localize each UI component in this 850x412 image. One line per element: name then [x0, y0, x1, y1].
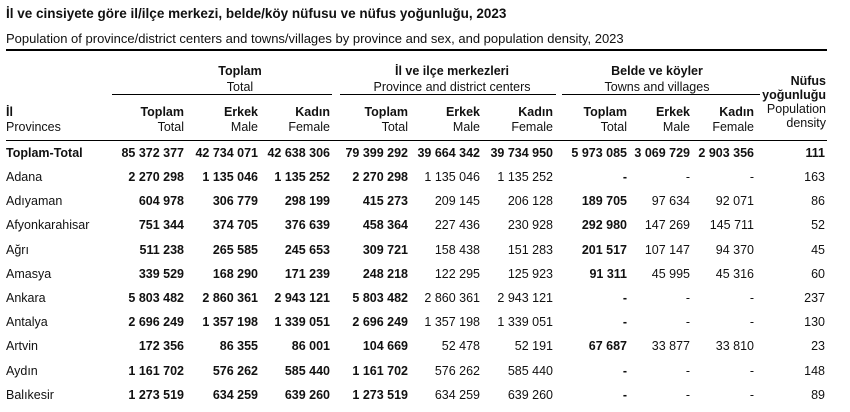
- col-label-en: Female: [511, 120, 553, 134]
- column-header-villages-female: [674, 105, 754, 135]
- col-label-en: Male: [662, 120, 690, 134]
- cell-centers-male: 158 438: [434, 242, 480, 257]
- col-label-en: Total: [157, 120, 184, 134]
- row-name-en: Total: [53, 146, 83, 160]
- cell-villages-total: -: [622, 387, 627, 402]
- density-en-1: Population: [766, 102, 826, 116]
- cell-centers-male: 1 357 198: [424, 315, 480, 330]
- cell-centers-male: 209 145: [434, 194, 480, 209]
- cell-centers-female: 206 128: [507, 194, 553, 209]
- column-header-total-male: [178, 105, 258, 135]
- table-row: [0, 194, 850, 218]
- column-header-density: [762, 74, 826, 130]
- cell-total-total: 511 238: [139, 242, 184, 257]
- cell-total-total: 2 696 249: [128, 315, 184, 330]
- cell-villages-total: -: [622, 363, 627, 378]
- col-label-tr: Erkek: [445, 105, 480, 119]
- top-rule: [6, 49, 827, 51]
- row-province-name: Balıkesir: [6, 387, 54, 402]
- cell-total-male: 576 262: [212, 363, 258, 378]
- row-province-name: Antalya: [6, 315, 48, 330]
- cell-villages-total: -: [622, 315, 627, 330]
- cell-total-female: 1 135 252: [274, 170, 330, 184]
- col-label-tr: Erkek: [223, 105, 258, 119]
- table-row-total: [0, 146, 850, 170]
- cell-total-male: 42 734 071: [195, 146, 258, 160]
- province-tr: İl: [6, 105, 13, 119]
- cell-villages-total: 189 705: [581, 194, 627, 209]
- column-header-centers-female: [473, 105, 553, 135]
- cell-total-female: 376 639: [284, 218, 330, 233]
- row-province-name: Adıyaman: [6, 194, 63, 209]
- column-header-total-female: [250, 105, 330, 135]
- cell-centers-female: 52 191: [514, 339, 553, 354]
- cell-villages-female: -: [749, 170, 754, 184]
- cell-villages-female: -: [749, 363, 754, 378]
- cell-total-male: 2 860 361: [202, 291, 258, 305]
- group-centers-tr: İl ve ilçe merkezleri: [395, 64, 509, 78]
- cell-villages-male: -: [685, 363, 690, 378]
- table-row: [0, 170, 850, 194]
- group-centers-underline: [340, 94, 556, 95]
- cell-villages-female: -: [749, 387, 754, 402]
- row-province-name: Artvin: [6, 339, 38, 354]
- cell-villages-total: 292 980: [581, 218, 627, 233]
- group-total-underline: [112, 94, 332, 95]
- cell-villages-male: -: [685, 315, 690, 330]
- cell-villages-female: -: [749, 291, 754, 305]
- cell-villages-male: 3 069 729: [634, 146, 690, 160]
- cell-centers-total: 2 270 298: [352, 170, 408, 184]
- density-en-2: density: [786, 116, 826, 130]
- cell-villages-female: 94 370: [715, 242, 754, 257]
- cell-centers-male: 1 135 046: [424, 170, 480, 184]
- cell-density: 111: [805, 146, 825, 160]
- col-label-tr: Toplam: [583, 105, 627, 119]
- table-row: [0, 243, 850, 267]
- cell-total-female: 1 339 051: [274, 315, 330, 330]
- col-label-en: Male: [230, 120, 258, 134]
- cell-total-female: 585 440: [284, 363, 330, 378]
- group-villages-en: Towns and villages: [604, 80, 710, 94]
- cell-total-male: 1 357 198: [202, 315, 258, 330]
- cell-total-female: 639 260: [284, 387, 330, 402]
- cell-centers-total: 309 721: [362, 242, 408, 257]
- row-name-tr: Toplam-: [6, 146, 54, 160]
- cell-total-total: 85 372 377: [121, 146, 184, 160]
- cell-centers-total: 248 218: [362, 266, 408, 281]
- col-label-tr: Kadın: [719, 105, 754, 119]
- group-villages-tr: Belde ve köyler: [611, 64, 703, 78]
- density-tr-2: yoğunluğu: [762, 88, 826, 102]
- col-label-en: Male: [452, 120, 480, 134]
- cell-total-female: 86 001: [291, 339, 330, 354]
- cell-density: 86: [811, 194, 825, 209]
- cell-total-male: 1 135 046: [202, 170, 258, 184]
- cell-total-male: 265 585: [212, 242, 258, 257]
- cell-villages-total: 5 973 085: [571, 146, 627, 160]
- col-label-tr: Kadın: [518, 105, 553, 119]
- cell-villages-total: 67 687: [588, 339, 627, 354]
- cell-villages-female: 33 810: [715, 339, 754, 354]
- cell-total-total: 5 803 482: [128, 291, 184, 305]
- cell-total-male: 634 259: [212, 387, 258, 402]
- cell-centers-female: 2 943 121: [497, 291, 553, 305]
- cell-centers-female: 639 260: [507, 387, 553, 402]
- cell-centers-male: 634 259: [434, 387, 480, 402]
- cell-centers-total: 104 669: [362, 339, 408, 354]
- group-total-tr: Toplam: [218, 64, 262, 78]
- cell-density: 89: [811, 387, 825, 402]
- cell-density: 237: [804, 291, 825, 305]
- cell-villages-male: -: [685, 387, 690, 402]
- cell-total-male: 374 705: [212, 218, 258, 233]
- cell-villages-total: 91 311: [589, 266, 627, 281]
- cell-villages-total: -: [622, 291, 627, 305]
- cell-total-male: 86 355: [219, 339, 258, 354]
- cell-villages-female: 2 903 356: [698, 146, 754, 160]
- group-header-total: [180, 63, 300, 95]
- col-label-tr: Kadın: [295, 105, 330, 119]
- cell-centers-female: 230 928: [507, 218, 553, 233]
- row-province-name: Amasya: [6, 266, 52, 281]
- col-label-en: Female: [712, 120, 754, 134]
- cell-centers-male: 2 860 361: [424, 291, 480, 305]
- group-centers-en: Province and district centers: [373, 80, 531, 94]
- cell-total-female: 42 638 306: [267, 146, 330, 160]
- cell-villages-female: 45 316: [715, 266, 754, 281]
- cell-density: 163: [804, 170, 825, 184]
- group-villages-underline: [562, 94, 760, 95]
- cell-total-female: 298 199: [284, 194, 330, 209]
- province-en: Provinces: [6, 120, 61, 134]
- cell-total-total: 1 273 519: [128, 387, 184, 402]
- cell-villages-female: 145 711: [709, 218, 754, 233]
- cell-villages-total: 201 517: [581, 242, 627, 257]
- header-rule: [6, 140, 827, 141]
- cell-centers-total: 1 161 702: [352, 363, 408, 378]
- cell-total-total: 604 978: [138, 194, 184, 209]
- cell-total-total: 339 529: [138, 266, 184, 281]
- row-province-name: Afyonkarahisar: [6, 218, 90, 233]
- cell-total-total: 751 344: [138, 218, 184, 233]
- row-province-name: Ağrı: [6, 242, 29, 257]
- cell-villages-male: -: [685, 170, 690, 184]
- table-subtitle: Population of province/district centers and towns/villages by province and sex, and population density, 2023: [6, 31, 624, 46]
- group-header-villages: [592, 63, 722, 95]
- cell-villages-male: 97 634: [651, 194, 690, 209]
- cell-villages-male: 33 877: [651, 339, 690, 354]
- cell-villages-total: -: [622, 170, 627, 184]
- group-header-centers: [358, 63, 546, 95]
- row-province-name: Aydın: [6, 363, 38, 378]
- table-row: [0, 339, 850, 363]
- cell-centers-total: 5 803 482: [352, 291, 408, 305]
- cell-total-female: 171 239: [284, 266, 330, 281]
- cell-centers-male: 39 664 342: [417, 146, 480, 160]
- cell-centers-male: 52 478: [441, 339, 480, 354]
- cell-centers-male: 576 262: [434, 363, 480, 378]
- cell-total-male: 168 290: [212, 266, 258, 281]
- cell-density: 23: [811, 339, 825, 354]
- table-row: [0, 218, 850, 242]
- cell-total-total: 1 161 702: [128, 363, 184, 378]
- col-label-en: Female: [288, 120, 330, 134]
- cell-centers-total: 415 273: [362, 194, 408, 209]
- cell-total-female: 2 943 121: [274, 291, 330, 305]
- cell-density: 45: [811, 242, 825, 257]
- cell-total-total: 2 270 298: [128, 170, 184, 184]
- cell-villages-female: -: [749, 315, 754, 330]
- cell-centers-female: 1 339 051: [497, 315, 553, 330]
- cell-density: 130: [804, 315, 825, 330]
- cell-centers-total: 1 273 519: [352, 387, 408, 402]
- table-row: [0, 315, 850, 339]
- table-row: [0, 267, 850, 291]
- cell-total-total: 172 356: [138, 339, 184, 354]
- column-header-centers-male: [400, 105, 480, 135]
- cell-villages-male: 45 995: [651, 266, 690, 281]
- cell-villages-female: 92 071: [715, 194, 754, 209]
- cell-centers-female: 39 734 950: [490, 146, 553, 160]
- column-header-province: [6, 105, 61, 135]
- cell-centers-female: 125 923: [507, 266, 553, 281]
- cell-villages-male: 147 269: [644, 218, 690, 233]
- cell-centers-male: 122 295: [434, 266, 480, 281]
- row-province-name: Adana: [6, 170, 43, 184]
- cell-total-male: 306 779: [212, 194, 258, 209]
- col-label-tr: Toplam: [140, 105, 184, 119]
- cell-centers-total: 458 364: [362, 218, 408, 233]
- cell-density: 148: [804, 363, 825, 378]
- col-label-tr: Toplam: [364, 105, 408, 119]
- col-label-tr: Erkek: [655, 105, 690, 119]
- cell-total-female: 245 653: [284, 242, 330, 257]
- table-row: [0, 291, 850, 315]
- row-name: [6, 146, 83, 160]
- density-tr-1: Nüfus: [790, 74, 826, 88]
- group-total-en: Total: [226, 80, 254, 94]
- cell-villages-male: 107 147: [644, 242, 690, 257]
- cell-centers-female: 1 135 252: [497, 170, 553, 184]
- col-label-en: Total: [381, 120, 408, 134]
- cell-villages-male: -: [685, 291, 690, 305]
- cell-centers-total: 2 696 249: [352, 315, 408, 330]
- table-row: [0, 364, 850, 388]
- cell-centers-female: 151 283: [507, 242, 553, 257]
- cell-density: 52: [811, 218, 825, 233]
- cell-centers-male: 227 436: [434, 218, 480, 233]
- cell-centers-female: 585 440: [507, 363, 553, 378]
- col-label-en: Total: [600, 120, 627, 134]
- table-title: İl ve cinsiyete göre il/ilçe merkezi, belde/köy nüfusu ve nüfus yoğunluğu, 2023: [6, 6, 507, 21]
- cell-density: 60: [811, 266, 825, 281]
- row-province-name: Ankara: [6, 291, 46, 305]
- column-header-centers-total: [328, 105, 408, 135]
- cell-centers-total: 79 399 292: [345, 146, 408, 160]
- column-header-total-total: [104, 105, 184, 135]
